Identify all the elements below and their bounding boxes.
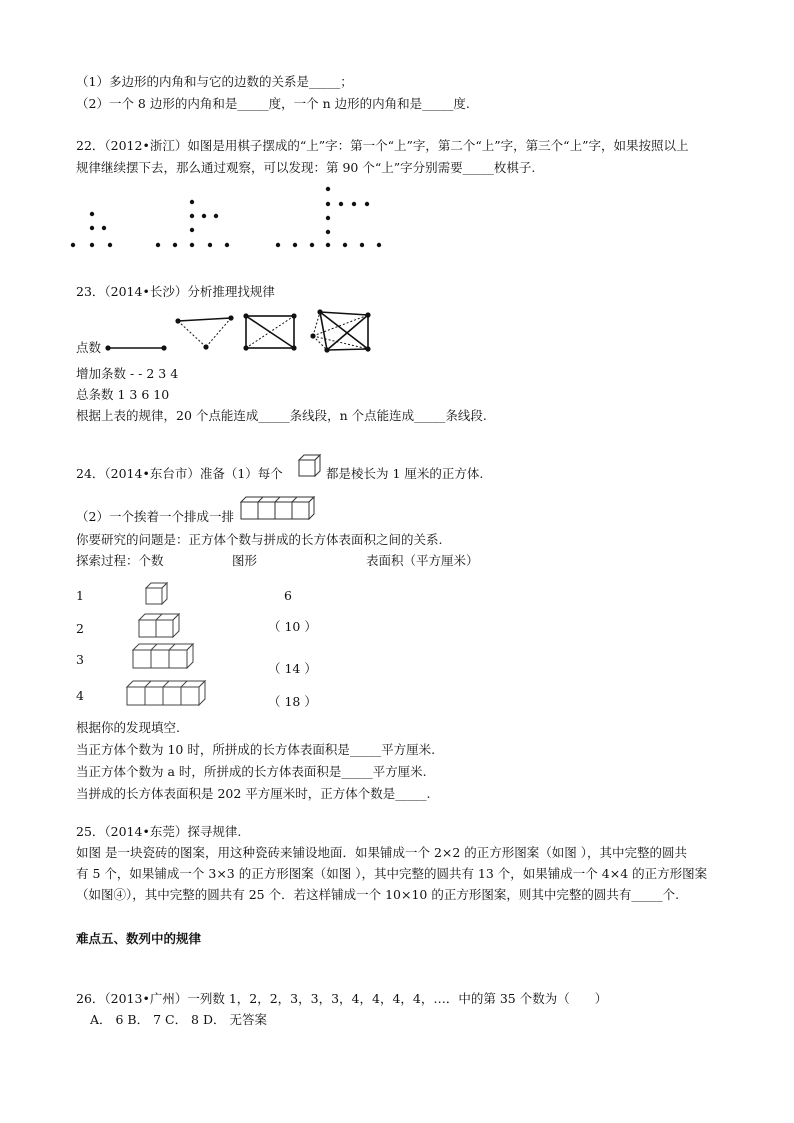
q25-line2: 有 5 个，如果铺成一个 3×3 的正方形图案（如图 ），其中完整的圆共有 13 个，如果铺成一个 4×4 的正方形图案 [76, 866, 708, 881]
q23-row-points: 点数 [76, 340, 102, 355]
q26-line1: 26．（2013•广州）一列数 1，2，2，3，3，3，4，4，4，4，…．中的第 35 个数为（ ） [76, 991, 608, 1006]
q24-row-area: （ 10 ） [268, 619, 317, 634]
q24-line1a: 24．（2014•东台市）准备（1）每个 [76, 466, 283, 481]
q24-line3: 你要研究的问题是：正方体个数与拼成的长方体表面积之间的关系. [76, 532, 443, 547]
q24-header-figure: 图形 [232, 553, 258, 568]
q23-title: 23．（2014•长沙）分析推理找规律 [76, 284, 275, 299]
q21-line2: （2）一个 8 边形的内角和是_____度，一个 n 边形的内角和是_____度. [76, 96, 470, 111]
q25-title: 25．（2014•东莞）探寻规律. [76, 824, 242, 839]
q24-fill2: 当正方体个数为 10 时，所拼成的长方体表面积是_____平方厘米. [76, 742, 436, 757]
q24-row-count: 3 [76, 652, 84, 667]
q22-line1: 22．（2012•浙江）如图是用棋子摆成的“上”字：第一个“上”字，第二个“上”字，第三个“上”字，如果按照以上 [76, 138, 689, 153]
q26-options: A． 6 B． 7 C． 8 D． 无答案 [90, 1012, 267, 1027]
q25-line1: 如图 是一块瓷砖的图案，用这种瓷砖来铺设地面．如果铺成一个 2×2 的正方形图案（如图 ），其中完整的圆共 [76, 845, 688, 860]
q22-line2: 规律继续摆下去，那么通过观察，可以发现：第 90 个“上”字分别需要_____枚棋子. [76, 160, 536, 175]
q24-header-count: 探索过程：个数 [76, 553, 164, 568]
q24-line2: （2）一个挨着一个排成一排 [76, 509, 234, 524]
q24-row-area: 6 [284, 588, 292, 603]
q24-header-area: 表面积（平方厘米） [366, 553, 479, 568]
q24-fill3: 当正方体个数为 a 时，所拼成的长方体表面积是_____平方厘米. [76, 764, 427, 779]
q24-row-count: 2 [76, 621, 84, 636]
section-heading: 难点五、数列中的规律 [76, 931, 202, 946]
q23-row-increase: 增加条数 - - 2 3 4 [76, 366, 179, 381]
q24-row-count: 4 [76, 688, 84, 703]
q25-line3: （如图④），其中完整的圆共有 25 个．若这样铺成一个 10×10 的正方形图案，则其中完整的圆共有_____个. [76, 887, 680, 902]
q23-row-total: 总条数 1 3 6 10 [76, 387, 170, 402]
q24-row-area: （ 14 ） [268, 661, 317, 676]
q24-fill4: 当拼成的长方体表面积是 202 平方厘米时，正方体个数是_____. [76, 786, 431, 801]
q24-fill1: 根据你的发现填空. [76, 720, 180, 735]
q24-line1b: 都是棱长为 1 厘米的正方体. [326, 466, 484, 481]
q23-question: 根据上表的规律，20 个点能连成_____条线段，n 个点能连成_____条线段. [76, 408, 487, 423]
q21-line1: （1）多边形的内角和与它的边数的关系是_____； [76, 74, 353, 89]
q24-row-area: （ 18 ） [268, 694, 317, 709]
q24-row-count: 1 [76, 588, 84, 603]
